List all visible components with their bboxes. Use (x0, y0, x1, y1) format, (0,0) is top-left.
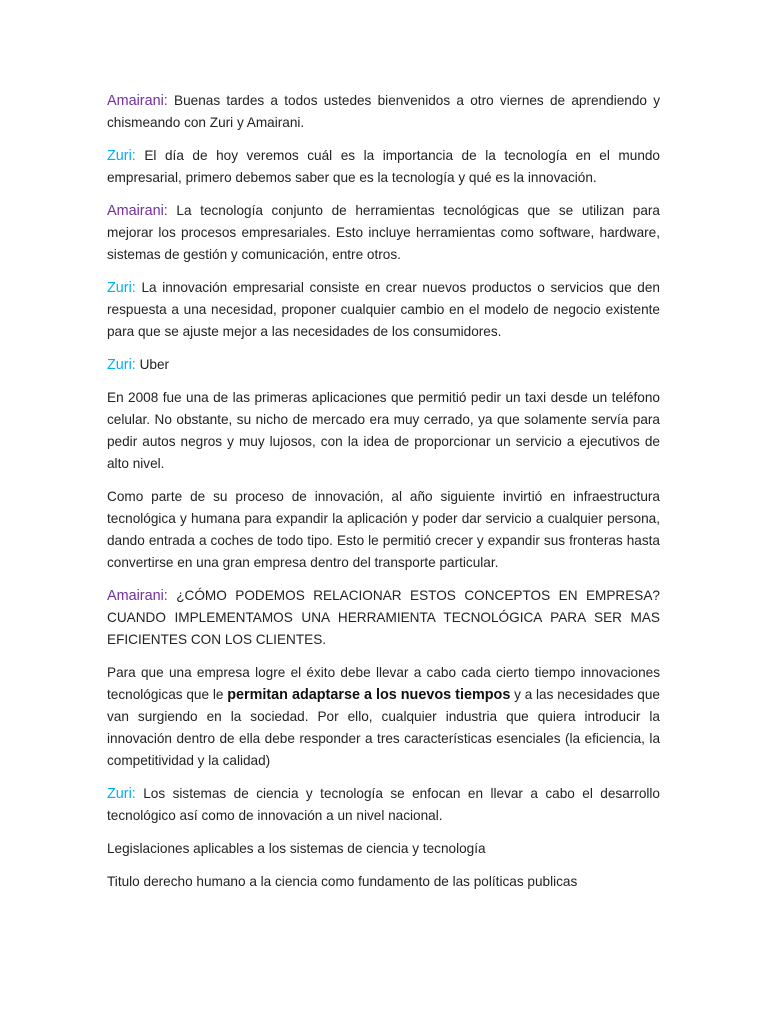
dialogue-paragraph (107, 145, 660, 189)
paragraph-text: ¿CÓMO PODEMOS RELACIONAR ESTOS CONCEPTOS EN EMPRESA? CUANDO IMPLEMENTAMOS UNA HERRAMIENTA TECNOLÓGICA PARA SER MAS EFICIENTES CON LOS CLIENTES. (107, 588, 660, 647)
document-page (107, 90, 660, 904)
body-paragraph (107, 662, 660, 772)
paragraph-text: El día de hoy veremos cuál es la importancia de la tecnología en el mundo empresarial, primero debemos saber que es la tecnología y qué es la innovación. (107, 148, 660, 185)
emphasized-phrase: permitan adaptarse a los nuevos tiempos (227, 687, 511, 703)
paragraph-text: Los sistemas de ciencia y tecnología se enfocan en llevar a cabo el desarrollo tecnológico así como de innovación a un nivel nacional. (107, 786, 660, 823)
body-paragraph: En 2008 fue una de las primeras aplicaciones que permitió pedir un taxi desde un teléfono celular. No obstante, su nicho de mercado era muy cerrado, ya que solamente servía para pedir autos negros y muy lujosos, con la idea de proporcionar un servicio a ejecutivos de alto nivel. (107, 390, 660, 471)
dialogue-paragraph (107, 200, 660, 266)
dialogue-paragraph (107, 277, 660, 343)
speaker-label-zuri: Zuri: (107, 786, 136, 802)
paragraph-text: Buenas tardes a todos ustedes bienvenidos a otro viernes de aprendiendo y chismeando con Zuri y Amairani. (107, 93, 660, 130)
speaker-label-zuri: Zuri: (107, 148, 136, 164)
speaker-label-amairani: Amairani: (107, 588, 168, 604)
paragraph-text: La innovación empresarial consiste en crear nuevos productos o servicios que den respuesta a una necesidad, proponer cualquier cambio en el modelo de negocio existente para que se ajuste mejor a las necesidades de los consumidores. (107, 280, 660, 339)
speaker-label-amairani: Amairani: (107, 203, 168, 219)
speaker-label-amairani: Amairani: (107, 93, 168, 109)
dialogue-paragraph (107, 783, 660, 827)
body-paragraph: Como parte de su proceso de innovación, al año siguiente invirtió en infraestructura tecnológica y humana para expandir la aplicación y poder dar servicio a cualquier persona, dando entrada a coches de todo tipo. Esto le permitió crecer y expandir sus fronteras hasta convertirse en una gran empresa dentro del transporte particular. (107, 489, 660, 570)
paragraph-text: Para que una empresa logre el éxito debe llevar a cabo cada cierto tiempo innovaciones tecnológicas que le (107, 665, 660, 702)
dialogue-paragraph (107, 354, 660, 376)
paragraph-text: y a las necesidades que van surgiendo en la sociedad. Por ello, cualquier industria que quiera introducir la innovación dentro de ella debe responder a tres características esenciales (la eficiencia, la competitividad y la calidad) (107, 687, 660, 768)
body-paragraph: Legislaciones aplicables a los sistemas de ciencia y tecnología (107, 841, 486, 856)
body-paragraph: Titulo derecho humano a la ciencia como fundamento de las políticas publicas (107, 874, 578, 889)
speaker-label-zuri: Zuri: (107, 280, 136, 296)
dialogue-paragraph (107, 585, 660, 651)
speaker-label-zuri: Zuri: (107, 357, 136, 373)
paragraph-text: Uber (135, 357, 170, 372)
paragraph-text: La tecnología conjunto de herramientas tecnológicas que se utilizan para mejorar los procesos empresariales. Esto incluye herramientas como software, hardware, sistemas de gestión y comunicación, entre otros. (107, 203, 660, 262)
dialogue-paragraph (107, 90, 660, 134)
